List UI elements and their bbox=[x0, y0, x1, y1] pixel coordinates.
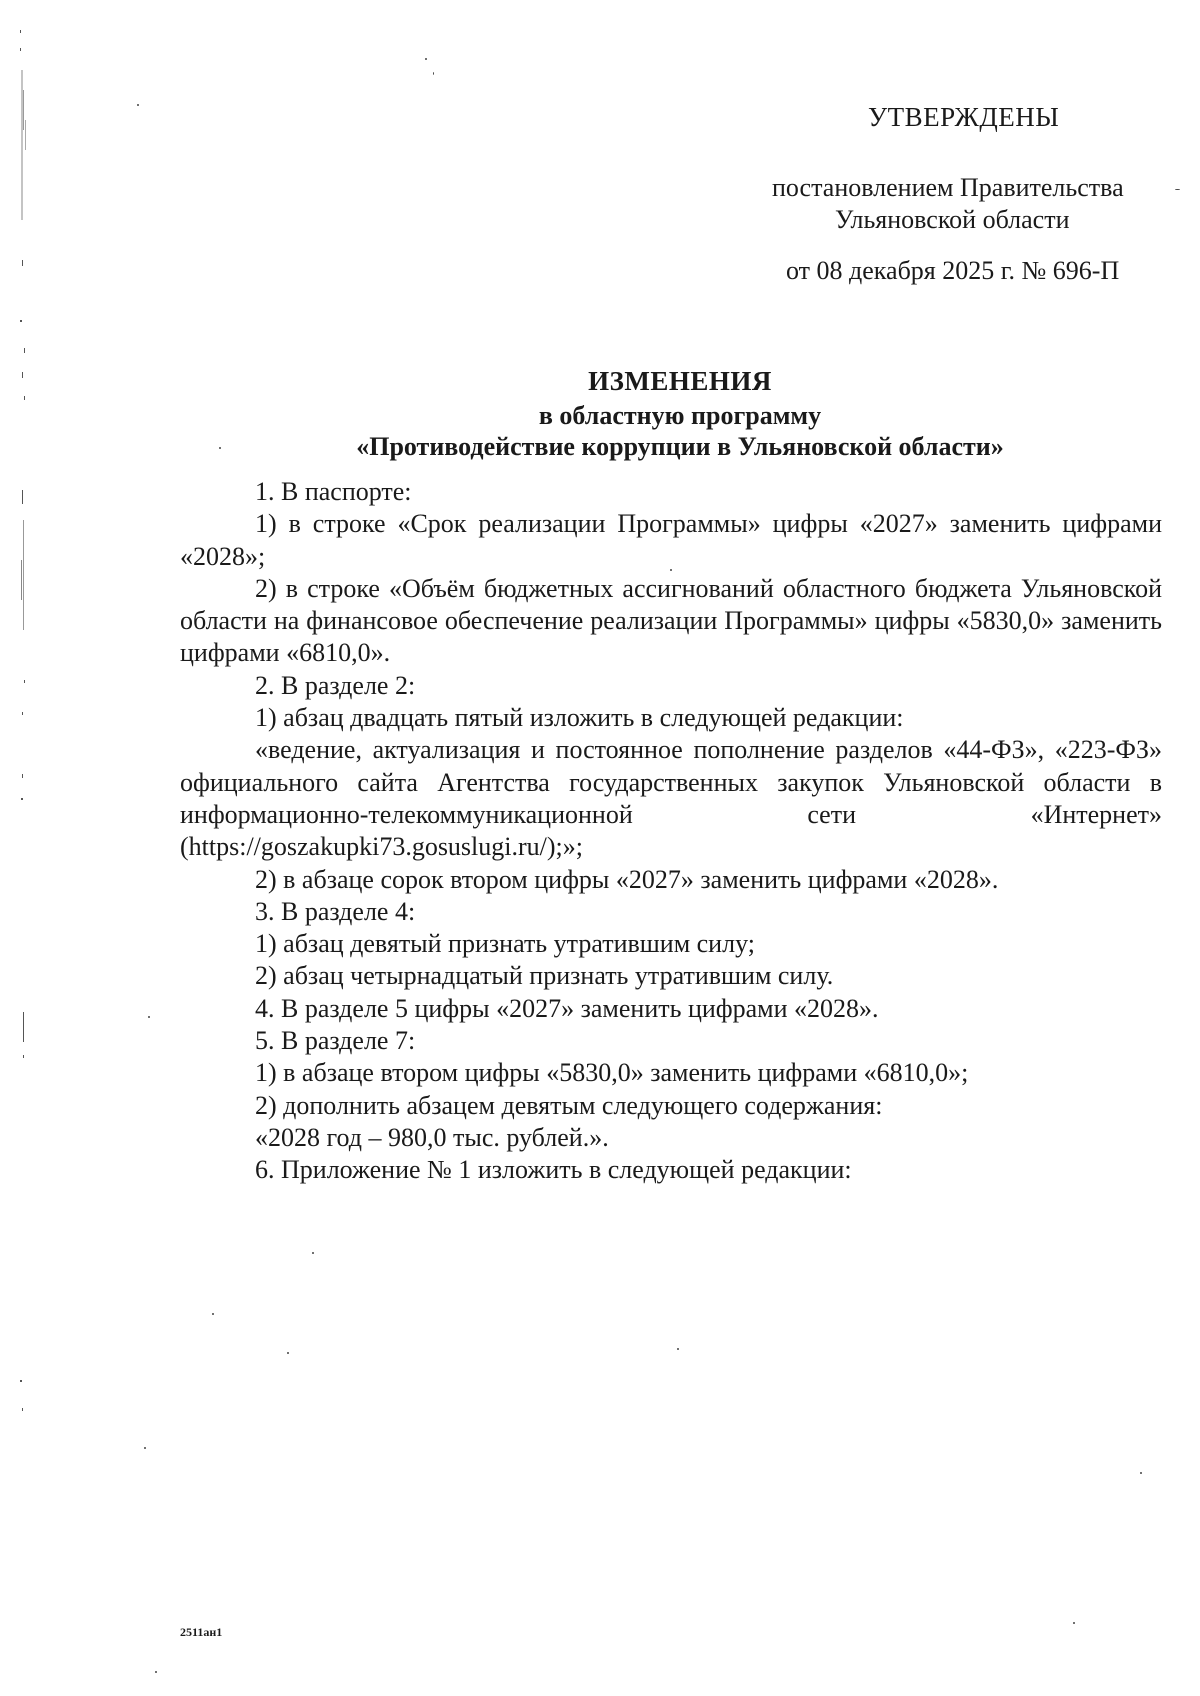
paragraph: 5. В разделе 7: bbox=[255, 1026, 416, 1056]
paragraph: 2) в строке «Объём бюджетных ассигнований областного бюджета Ульяновской области на финансовое обеспечение реализации Программы» цифры «5830,0» заменить цифрами «6810,0». bbox=[180, 573, 1162, 668]
scan-speck bbox=[155, 1671, 157, 1673]
scan-speck bbox=[670, 569, 672, 571]
paragraph: 2. В разделе 2: bbox=[255, 670, 416, 700]
paragraph: 1) в абзаце втором цифры «5830,0» заменить цифрами «6810,0»; bbox=[255, 1058, 969, 1088]
paragraph: 2) абзац четырнадцатый признать утратившим силу. bbox=[255, 961, 834, 991]
scan-speck bbox=[1175, 189, 1180, 190]
paragraph: «ведение, актуализация и постоянное пополнение разделов «44-ФЗ», «223-ФЗ» официального сайта Агентства государственных закупок Ульяновской области в информационно-телекоммуникационной сети «Интернет» (https://goszakupki73.gosuslugi.ru/);»; bbox=[180, 735, 1162, 862]
paragraph: 2) в абзаце сорок втором цифры «2027» заменить цифрами «2028». bbox=[255, 864, 999, 894]
approval-line-2: Ульяновской области bbox=[835, 205, 1070, 234]
scan-speck bbox=[1140, 1472, 1142, 1474]
scan-speck bbox=[287, 1352, 289, 1354]
document-title: ИЗМЕНЕНИЯ bbox=[588, 366, 772, 396]
paragraph: «2028 год – 980,0 тыс. рублей.». bbox=[255, 1122, 609, 1152]
approval-heading: УТВЕРЖДЕНЫ bbox=[868, 102, 1060, 132]
document-subtitle-block-2 bbox=[200, 432, 1160, 462]
document-subtitle-2: «Противодействие коррупции в Ульяновской области» bbox=[356, 432, 1004, 461]
approval-line-3: от 08 декабря 2025 г. № 696-П bbox=[786, 256, 1120, 285]
paragraph: 1) абзац девятый признать утратившим силу; bbox=[255, 929, 755, 959]
scan-speck bbox=[212, 1313, 214, 1315]
scan-speck bbox=[1073, 1622, 1075, 1624]
scan-speck bbox=[219, 447, 221, 449]
scan-speck bbox=[137, 104, 139, 106]
paragraph: 4. В разделе 5 цифры «2027» заменить цифрами «2028». bbox=[255, 993, 879, 1023]
scan-speck bbox=[312, 1252, 314, 1254]
paragraph: 1) в строке «Срок реализации Программы» цифры «2027» заменить цифрами «2028»; bbox=[180, 509, 1162, 571]
scan-speck bbox=[144, 1447, 146, 1449]
document-body bbox=[180, 476, 1162, 1187]
scan-speck bbox=[148, 1016, 150, 1018]
document-title-block bbox=[200, 366, 1160, 397]
paragraph: 1. В паспорте: bbox=[255, 477, 412, 506]
scan-speck bbox=[425, 58, 427, 60]
document-subtitle-1: в областную программу bbox=[538, 401, 822, 430]
paragraph: 3. В разделе 4: bbox=[255, 896, 416, 926]
approval-line-1: постановлением Правительства bbox=[772, 173, 1124, 202]
footer-document-code: 2511ан1 bbox=[180, 1625, 223, 1639]
paragraph: 1) абзац двадцать пятый изложить в следующей редакции: bbox=[255, 703, 904, 733]
scan-speck bbox=[677, 1348, 679, 1350]
document-subtitle-block-1 bbox=[200, 401, 1160, 431]
paragraph: 6. Приложение № 1 изложить в следующей редакции: bbox=[255, 1155, 852, 1185]
scan-speck bbox=[433, 72, 434, 75]
paragraph: 2) дополнить абзацем девятым следующего содержания: bbox=[255, 1090, 883, 1120]
scan-edge-noise bbox=[0, 0, 40, 1696]
